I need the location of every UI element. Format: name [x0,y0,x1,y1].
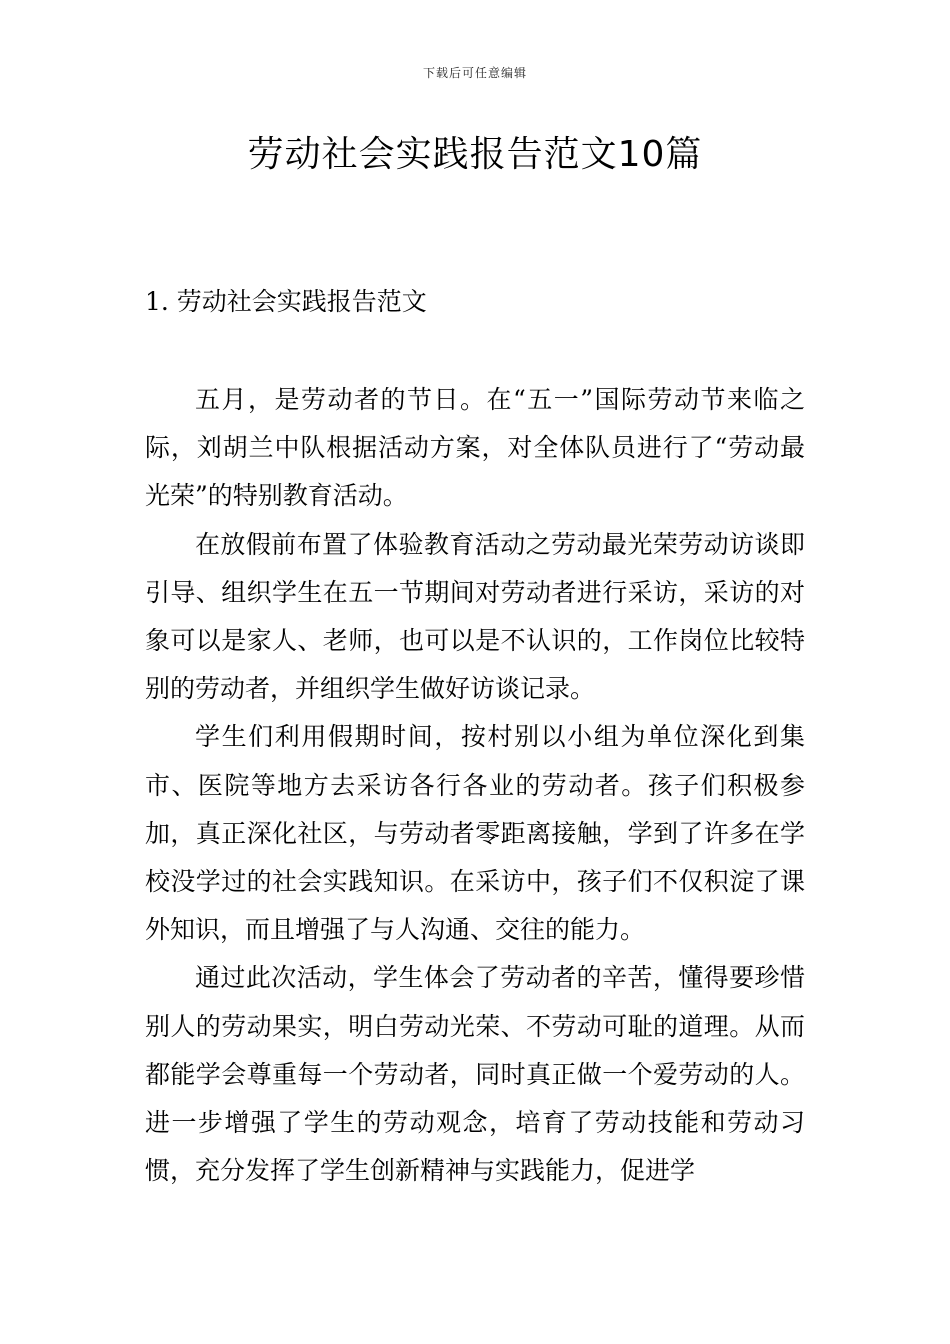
paragraph: 五月，是劳动者的节日。在“五一”国际劳动节来临之际，刘胡兰中队根据活动方案，对全体队员进行了“劳动最光荣”的特别教育活动。 [145,385,805,511]
body-text [145,376,805,1195]
paragraph: 在放假前布置了体验教育活动之劳动最光荣劳动访谈即引导、组织学生在五一节期间对劳动者进行采访，采访的对象可以是家人、老师，也可以是不认识的，工作岗位比较特别的劳动者，并组织学生做好访谈记录。 [145,529,805,704]
document-title: 劳动社会实践报告范文10篇 [247,134,703,175]
header-note: 下载后可任意编辑 [422,66,527,80]
paragraph: 通过此次活动，学生体会了劳动者的辛苦，懂得要珍惜别人的劳动果实，明白劳动光荣、不劳动可耻的道理。从而都能学会尊重每一个劳动者，同时真正做一个爱劳动的人。进一步增强了学生的劳动观念，培育了劳动技能和劳动习惯，充分发挥了学生创新精神与实践能力，促进学 [145,963,805,1186]
paragraph: 学生们利用假期时间，按村别以小组为单位深化到集市、医院等地方去采访各行各业的劳动者。孩子们积极参加，真正深化社区，与劳动者零距离接触，学到了许多在学校没学过的社会实践知识。在采访中，孩子们不仅积淀了课外知识，而且增强了与人沟通、交往的能力。 [145,722,805,945]
section-heading: 1. 劳动社会实践报告范文 [145,287,427,316]
